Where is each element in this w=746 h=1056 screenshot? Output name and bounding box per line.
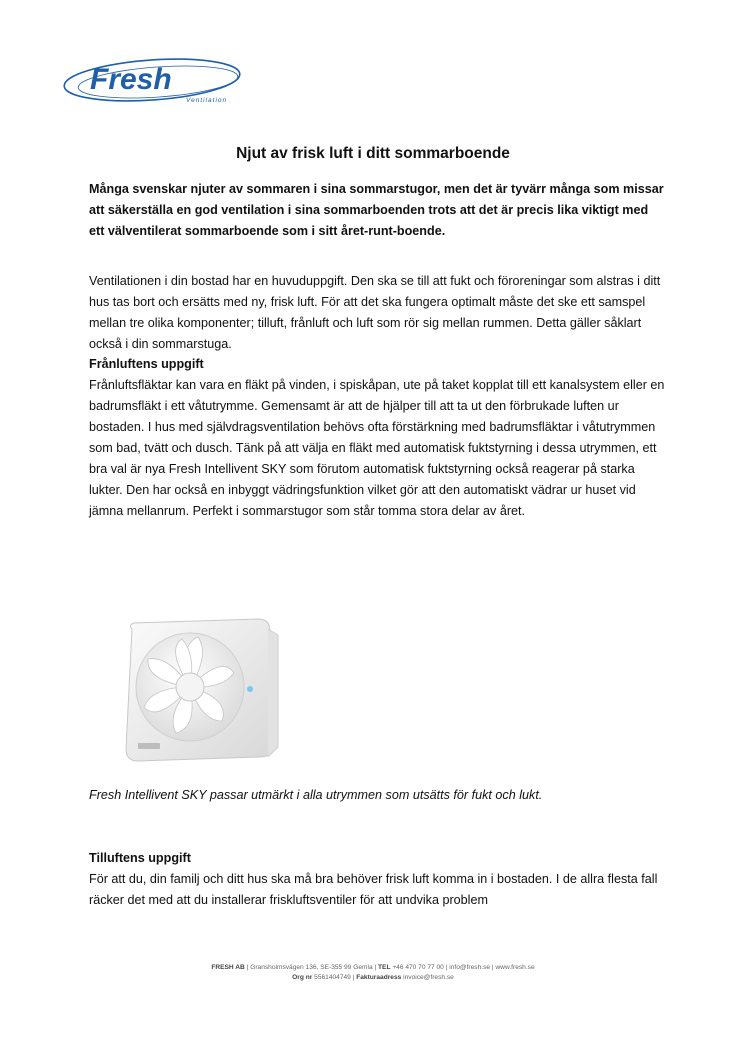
section-heading-tilluft: Tilluftens uppgift xyxy=(89,851,191,865)
paragraph-tilluft: För att du, din familj och ditt hus ska må bra behöver frisk luft komma in i bostaden. I de allra flesta fall räcker det med att du installerar friskluftsventiler för att undvika problem xyxy=(89,872,658,907)
paragraph-ventilation: Ventilationen i din bostad har en huvuduppgift. Den ska se till att fukt och föroreningar som alstras i ditt hus tas bort och ersätts med ny, frisk luft. För att det ska fungera optimalt måste det ske ett samspel mellan tre olika komponenter; tilluft, frånluft och luft som rör sig mellan rummen. Detta gäller såklart också i din sommarstuga. xyxy=(89,274,661,351)
footer-org-label: Org nr xyxy=(292,974,313,981)
footer-address: Gransholmsvägen 136, SE-355 99 Gemla xyxy=(250,964,373,971)
footer-invoice-label: Fakturaadress xyxy=(356,974,402,981)
footer-invoice[interactable]: invoice@fresh.se xyxy=(403,974,454,981)
fan-product-image xyxy=(118,615,280,765)
footer-tel: +46 470 70 77 00 xyxy=(392,964,444,971)
logo-subtext: Ventilation xyxy=(186,97,228,104)
footer-tel-label: TEL xyxy=(378,964,391,971)
footer-web[interactable]: www.fresh.se xyxy=(495,964,535,971)
footer-company: FRESH AB xyxy=(211,964,245,971)
page-footer xyxy=(0,963,746,983)
fresh-logo xyxy=(62,56,248,108)
paragraph-franluft: Frånluftsfläktar kan vara en fläkt på vinden, i spiskåpan, ute på taket kopplat till ett kanalsystem eller en badrumsfläkt i ett våtutrymme. Gemensamt är att de hjälper till att ta ut den förbrukade luften ur bostaden. I hus med självdragsventilation behövs ofta förstärkning med badrumsfläktar i våtutrymmen som bad, tvätt och dusch. Tänk på att välja en fläkt med automatisk fuktstyrning i dessa utrymmen, ett bra val är nya Fresh Intellivent SKY som förutom automatisk fuktstyrning också reagerar på starka lukter. Den har också en inbyggt vädringsfunktion vilket gör att den automatiskt vädrar ur huset vid jämna mellanrum. Perfekt i sommarstugor som står tomma stora delar av året. xyxy=(89,378,665,518)
footer-line-1: FRESH AB | Gransholmsvägen 136, SE-355 99 Gemla | TEL +46 470 70 77 00 | info@fresh.se | www.fresh.se xyxy=(211,964,535,971)
page-title: Njut av frisk luft i ditt sommarboende xyxy=(236,145,510,162)
footer-email[interactable]: info@fresh.se xyxy=(449,964,491,971)
intro-paragraph: Många svenskar njuter av sommaren i sina sommarstugor, men det är tyvärr många som missar att säkerställa en god ventilation i sina sommarboenden trots att det är precis lika viktigt med ett välventilerat sommarboende som i sitt året-runt-boende. xyxy=(89,182,664,238)
logo-text: Fresh xyxy=(90,63,172,96)
image-caption: Fresh Intellivent SKY passar utmärkt i alla utrymmen som utsätts för fukt och lukt. xyxy=(89,788,543,802)
section-heading-franluft: Frånluftens uppgift xyxy=(89,357,204,371)
footer-line-2: Org nr 5561404749 | Fakturaadress invoice@fresh.se xyxy=(292,974,454,981)
footer-org: 5561404749 xyxy=(314,974,351,981)
